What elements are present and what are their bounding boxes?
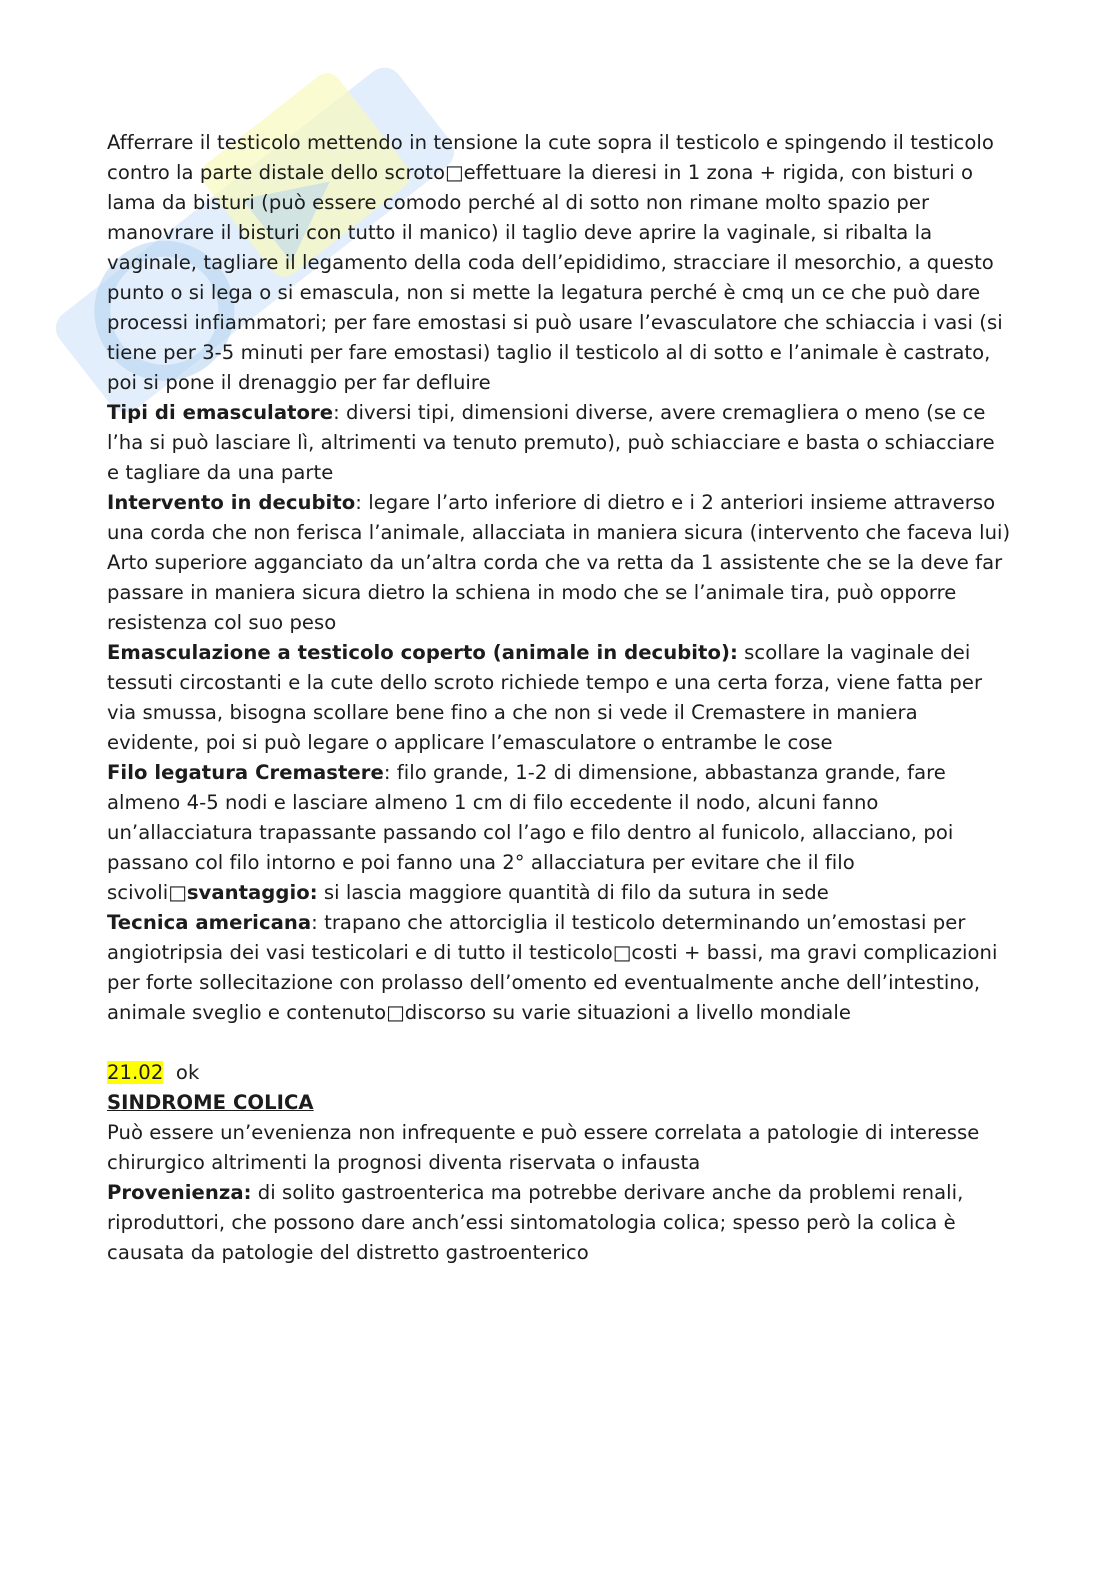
paragraph-text: scollare la vaginale dei tessuti circostanti e la cute dello scroto richiede tempo e una certa forza, viene fatta per via smussa, bisogna scollare bene fino a che non si vede il Cremastere in maniera evidente, poi si può legare o applicare l’emasculatore o entrambe le cose: [107, 641, 983, 754]
paragraph-text: : trapano che attorciglia il testicolo determinando un’emostasi per angiotripsia dei vasi testicolari e di tutto il testicolo□costi + bassi, ma gravi complicazioni per forte sollecitazione con prolasso dell’omento ed eventualmente anche dell’intestino, animale sveglio e contenuto□discorso su varie situazioni a livello mondiale: [107, 911, 998, 1024]
paragraph-origin: [107, 1178, 1012, 1268]
paragraph-text: Può essere un’evenienza non infrequente e può essere correlata a patologie di interesse chirurgico altrimenti la prognosi diventa riservata o infausta: [107, 1121, 980, 1174]
paragraph-text: si lascia maggiore quantità di filo da sutura in sede: [317, 881, 829, 904]
date-marker: 21.02: [107, 1061, 164, 1084]
paragraph-covered-emasculation: [107, 638, 1012, 758]
date-line: [107, 1058, 1012, 1088]
document-body: [107, 128, 1012, 1268]
paragraph-term: Tipi di emasculatore: [107, 401, 334, 424]
paragraph-colic-intro: [107, 1118, 1012, 1178]
paragraph-term: Filo legatura Cremastere: [107, 761, 384, 784]
paragraph-cremaster-ligature: [107, 758, 1012, 908]
paragraph-text: Afferrare il testicolo mettendo in tensione la cute sopra il testicolo e spingendo il testicolo contro la parte distale dello scroto□effettuare la dieresi in 1 zona + rigida, con bisturi o lama da bisturi (può essere comodo perché al di sotto non rimane molto spazio per manovrare il bisturi con tutto il manico) il taglio deve aprire la vaginale, si ribalta la vaginale, tagliare il legamento della coda dell’epididimo, stracciare il mesorchio, a questo punto o si lega o si emascula, non si mette la legatura perché è cmq un ce che può dare processi infiammatori; per fare emostasi si può usare l’evasculatore che schiaccia i vasi (si tiene per 3-5 minuti per fare emostasi) taglio il testicolo al di sotto e l’animale è castrato, poi si pone il drenaggio per far defluire: [107, 131, 1003, 394]
paragraph-text: Arto superiore agganciato da un’altra corda che va retta da 1 assistente che se la deve far passare in maniera sicura dietro la schiena in modo che se l’animale tira, può opporre resistenza col suo peso: [107, 551, 1003, 634]
paragraph-text: di solito gastroenterica ma potrebbe derivare anche da problemi renali, riproduttori, che possono dare anch’essi sintomatologia colica; spesso però la colica è causata da patologie del distretto gastroenterico: [107, 1181, 964, 1264]
paragraph-decubitus-procedure: [107, 488, 1012, 548]
paragraph-emasculator-types: [107, 398, 1012, 488]
paragraph-procedure: [107, 128, 1012, 398]
date-note: ok: [163, 1061, 200, 1084]
section-title-line: [107, 1088, 1012, 1118]
section-title: SINDROME COLICA: [107, 1091, 314, 1114]
paragraph-term: Tecnica americana: [107, 911, 312, 934]
paragraph-text: : diversi tipi, dimensioni diverse, avere cremagliera o meno (se ce l’ha si può lasciare lì, altrimenti va tenuto premuto), può schiacciare e basta o schiacciare e tagliare da una parte: [107, 401, 995, 484]
blank-line: [107, 1028, 1012, 1058]
paragraph-term-disadvantage: svantaggio:: [186, 881, 318, 904]
paragraph-text: : filo grande, 1-2 di dimensione, abbastanza grande, fare almeno 4-5 nodi e lasciare almeno 1 cm di filo eccedente il nodo, alcuni fanno un’allacciatura trapassante passando col l’ago e filo dentro al funicolo, allacciano, poi passano col filo intorno e poi fanno una 2° allacciatura per evitare che il filo scivoli□: [107, 761, 954, 904]
paragraph-term: Emasculazione a testicolo coperto (animale in decubito):: [107, 641, 738, 664]
paragraph-term: Intervento in decubito: [107, 491, 356, 514]
paragraph-upper-limb: [107, 548, 1012, 638]
paragraph-term: Provenienza:: [107, 1181, 252, 1204]
paragraph-text: : legare l’arto inferiore di dietro e i 2 anteriori insieme attraverso una corda che non ferisca l’animale, allacciata in maniera sicura (intervento che faceva lui): [107, 491, 1011, 544]
paragraph-american-technique: [107, 908, 1012, 1028]
